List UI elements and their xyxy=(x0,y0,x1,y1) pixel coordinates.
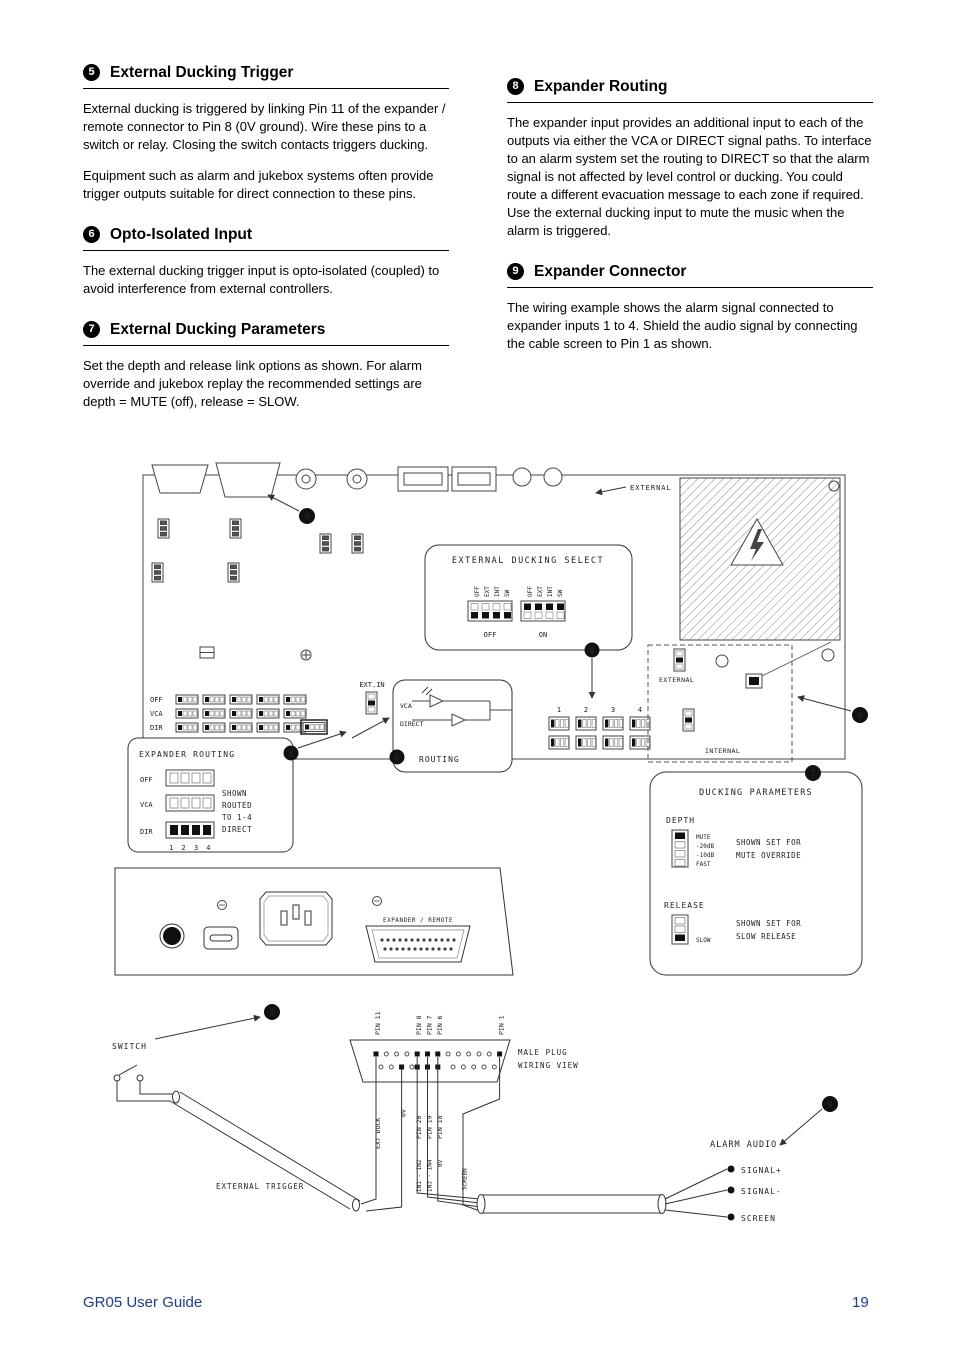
section-title: Expander Connector xyxy=(534,262,687,280)
section-title: Opto-Isolated Input xyxy=(110,225,253,243)
select-col-off2: OFF xyxy=(527,586,534,597)
ext-duck-label: EXT DUCK xyxy=(374,1117,382,1149)
select-title: EXTERNAL DUCKING SELECT xyxy=(451,556,605,566)
external-arrow xyxy=(596,487,626,493)
wire-0v-label: 0V xyxy=(437,1159,444,1167)
select-off-label: OFF xyxy=(483,631,497,639)
section-title: External Ducking Trigger xyxy=(110,63,294,81)
select-col-ext: EXT xyxy=(484,586,491,597)
section-external-ducking-trigger xyxy=(83,64,449,203)
callout-5-switch xyxy=(155,1004,280,1039)
depth-note-2: MUTE OVERRIDE xyxy=(736,851,802,860)
svg-text:5: 5 xyxy=(269,1008,275,1019)
expander-routing-box xyxy=(128,738,293,852)
routing-direct-label: DIRECT xyxy=(400,720,424,728)
depth-opt-mute: MUTE xyxy=(696,834,711,841)
callout-8-expander-routing xyxy=(284,732,347,761)
release-note-1: SHOWN SET FOR xyxy=(736,919,802,928)
paragraph: The wiring example shows the alarm signal connected to expander inputs 1 to 4. Shield the audio signal by connecting the cable screen to Pin 1 as shown. xyxy=(507,300,858,351)
section-number-bullet: 7 xyxy=(83,321,100,338)
label-external-top: EXTERNAL xyxy=(630,484,672,492)
ext-in-label: EXT.IN xyxy=(359,681,385,689)
section-number-bullet: 9 xyxy=(507,263,524,280)
ducking-parameters-title: DUCKING PARAMETERS xyxy=(699,788,813,798)
callout-6-opto xyxy=(798,697,868,723)
wire-in3-in4-label: IN3 - IN4 xyxy=(426,1159,434,1192)
external-trigger-label: EXTERNAL TRIGGER xyxy=(216,1182,305,1191)
er-note-2: ROUTED xyxy=(222,801,253,810)
section-expander-connector xyxy=(507,263,873,353)
channel-2: 2 xyxy=(583,706,589,714)
callout-7-parameters xyxy=(805,765,821,781)
pin18-label: PIN 18 xyxy=(436,1115,444,1139)
select-col-int: INT xyxy=(494,586,501,597)
switch-label: SWITCH xyxy=(112,1042,147,1051)
pin20-label: PIN 20 xyxy=(415,1115,423,1139)
callout-9-alarm-cable xyxy=(780,1096,838,1145)
depth-note-1: SHOWN SET FOR xyxy=(736,838,802,847)
section-number-bullet: 8 xyxy=(507,78,524,95)
er-dir: DIR xyxy=(140,828,153,836)
routing-label: ROUTING xyxy=(419,755,460,764)
select-col-sw: SW xyxy=(504,589,511,597)
pin6-label: PIN 6 xyxy=(436,1015,444,1035)
right-column xyxy=(507,78,873,366)
section-number-bullet: 5 xyxy=(83,64,100,81)
svg-text:6: 6 xyxy=(857,711,863,722)
pin7-label: PIN 7 xyxy=(425,1015,434,1035)
expander-remote-label: EXPANDER / REMOTE xyxy=(383,917,453,924)
er-note-4: DIRECT xyxy=(222,825,253,834)
depth-opt-10db: -10dB xyxy=(696,852,715,859)
section-external-ducking-parameters xyxy=(83,321,449,411)
er-note-3: TO 1-4 xyxy=(222,813,253,822)
depth-opt-20db: -20dB xyxy=(696,843,715,850)
pin1-label: PIN 1 xyxy=(497,1015,506,1035)
screen-label: SCREEN xyxy=(741,1214,776,1223)
pin11-label: PIN 11 xyxy=(374,1011,382,1035)
svg-text:7: 7 xyxy=(810,769,816,780)
footer-page-number: 19 xyxy=(852,1294,869,1311)
section-title: External Ducking Parameters xyxy=(110,320,326,338)
wire-screen-label: SCREEN xyxy=(461,1168,469,1190)
channel-3: 3 xyxy=(610,706,616,714)
paragraph: The expander input provides an additional input to each of the outputs via either the VCA or DIRECT signal paths. To interface to an alarm system set the routing to DIRECT so that the alarm signal is not affected by level control or ducking. You could route a different evacuation message to each zone if required. Use the external ducking input to mute the music when the alarm is triggered. xyxy=(507,115,872,238)
row-vca: VCA xyxy=(150,710,163,718)
wiring-diagram xyxy=(0,455,954,1245)
release-label: RELEASE xyxy=(664,901,705,910)
row-off: OFF xyxy=(150,696,163,704)
signal-minus-label: SIGNAL- xyxy=(741,1187,782,1196)
external-internal-select xyxy=(648,642,831,762)
wire-in1-in2-label: IN1 - IN2 xyxy=(416,1159,423,1192)
zero-volt-label: 0V xyxy=(399,1109,408,1117)
release-note-2: SLOW RELEASE xyxy=(736,932,797,941)
left-column xyxy=(83,64,449,424)
channel-link-blocks xyxy=(549,706,650,749)
callout-9-board xyxy=(268,495,315,524)
routing-box xyxy=(393,680,512,772)
callout-8-channels xyxy=(585,643,600,699)
er-vca: VCA xyxy=(140,801,153,809)
row-dir: DIR xyxy=(150,724,163,732)
er-off: OFF xyxy=(140,776,153,784)
paragraph: Set the depth and release link options as shown. For alarm override and jukebox replay the recommended settings are depth = MUTE (off), release = SLOW. xyxy=(83,358,422,409)
male-plug-label-1: MALE PLUG xyxy=(518,1048,568,1057)
signal-plus-label: SIGNAL+ xyxy=(741,1166,782,1175)
section-expander-routing xyxy=(507,78,873,240)
routing-vca-label: VCA xyxy=(400,702,412,710)
external-ducking-select-box xyxy=(425,545,632,650)
alarm-audio-label: ALARM AUDIO xyxy=(710,1140,778,1150)
callout-6-routing xyxy=(390,750,405,765)
svg-text:6: 6 xyxy=(394,753,400,764)
paragraph: The external ducking trigger input is opto-isolated (coupled) to avoid interference from external controllers. xyxy=(83,263,440,296)
paragraph: Equipment such as alarm and jukebox systems often provide trigger outputs suitable for direct connection to these pins. xyxy=(83,168,434,201)
rear-panel-view xyxy=(115,868,513,975)
channel-1: 1 xyxy=(556,706,562,714)
paragraph: External ducking is triggered by linking Pin 11 of the expander / remote connector to Pin 8 (0V ground). Wire these pins to a switch or relay. Closing the switch contacts triggers ducking. xyxy=(83,101,446,152)
expander-routing-title: EXPANDER ROUTING xyxy=(139,750,236,759)
section-heading xyxy=(83,321,449,346)
routing-option-rows xyxy=(150,695,389,738)
select-col-off: OFF xyxy=(474,586,481,597)
section-title: Expander Routing xyxy=(534,77,668,95)
signal-plus-terminal xyxy=(728,1166,735,1173)
footer-document-title: GR05 User Guide xyxy=(83,1294,203,1311)
section-heading xyxy=(83,226,449,251)
ducking-parameters-box xyxy=(650,769,862,975)
er-channels: 1 2 3 4 xyxy=(169,844,213,852)
section-heading xyxy=(507,78,873,103)
svg-text:8: 8 xyxy=(589,646,595,657)
screen-terminal xyxy=(728,1214,735,1221)
select-col-sw2: SW xyxy=(557,589,564,597)
svg-text:9: 9 xyxy=(827,1100,833,1111)
wiring-example xyxy=(112,1004,838,1223)
select-col-int2: INT xyxy=(547,586,554,597)
external-mid-label: EXTERNAL xyxy=(659,676,695,684)
db25-male-plug xyxy=(350,1040,510,1082)
pin19-label: PIN 19 xyxy=(425,1115,434,1139)
er-note-1: SHOWN xyxy=(222,789,248,798)
section-number-bullet: 6 xyxy=(83,226,100,243)
page-footer xyxy=(0,1294,954,1318)
select-on-label: ON xyxy=(538,631,548,639)
select-col-ext2: EXT xyxy=(537,586,544,597)
male-plug-label-2: WIRING VIEW xyxy=(518,1061,579,1070)
internal-label: INTERNAL xyxy=(705,747,741,755)
signal-minus-terminal xyxy=(728,1187,735,1194)
section-heading xyxy=(83,64,449,89)
svg-text:8: 8 xyxy=(288,749,294,760)
svg-text:9: 9 xyxy=(304,512,310,523)
section-heading xyxy=(507,263,873,288)
channel-4: 4 xyxy=(637,706,643,714)
release-opt-slow: SLOW xyxy=(696,937,711,944)
pin8-label: PIN 8 xyxy=(415,1015,423,1035)
section-opto-isolated-input xyxy=(83,226,449,298)
depth-label: DEPTH xyxy=(666,816,696,825)
depth-opt-fast: FAST xyxy=(696,861,711,868)
